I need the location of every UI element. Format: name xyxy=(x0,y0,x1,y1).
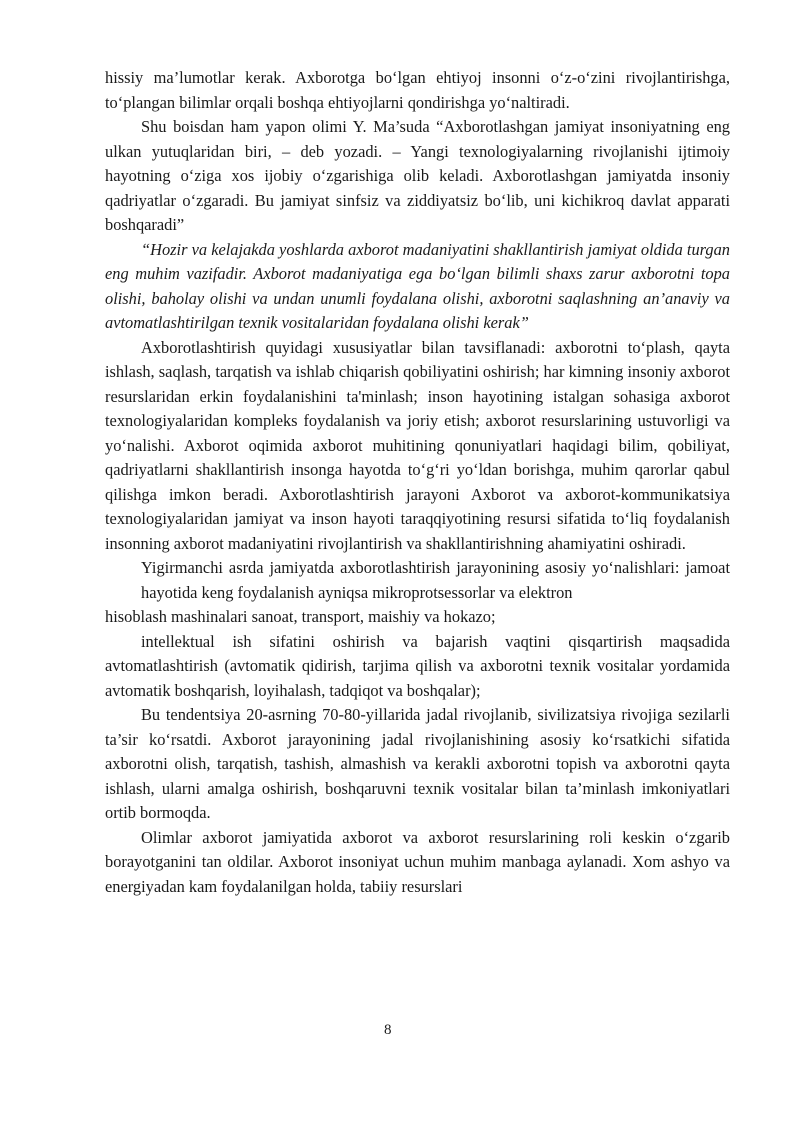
paragraph-continuation: hissiy ma’lumotlar kerak. Axborotga bo‘lgan ehtiyoj insonni o‘z-o‘zini rivojlantirishga, to‘plangan bilimlar orqali boshqa ehtiyojlarni qondirishga yo‘naltiradi. xyxy=(105,68,730,112)
paragraph-twentieth-century: Yigirmanchi asrda jamiyatda axborotlashtirish jarayonining asosiy yo‘nalishlari: jamoat hayotida keng foydalanish ayniqsa mikroprotsessorlar va elektron xyxy=(141,558,730,602)
document-page xyxy=(105,66,730,899)
paragraph-scientists: Olimlar axborot jamiyatida axborot va axborot resurslarining roli keskin o‘zgarib borayotganini tan oldilar. Axborot insoniyat uchun muhim manbaga aylanadi. Xom ashyo va energiyadan kam foydalanilgan holda, tabiiy resurslari xyxy=(105,827,730,896)
page-number: 8 xyxy=(384,1022,392,1038)
paragraph-tendency: Bu tendentsiya 20-asrning 70-80-yillarida jadal rivojlanib, sivilizatsiya rivojiga sezilarli ta’sir ko‘rsatdi. Axborot jarayonining jadal rivojlanishining asosiy ko‘rsatkichi sifatida axborotni olish, tarqatish, tashish, almashish va kerakli axborotni topish va axborotni qayta ishlash, ularni amalga oshirish, boshqaruvni texnik vositalar bilan ta’minlash imkoniyatlari ortib bormoqda. xyxy=(105,705,730,822)
paragraph-italic-quote: “Hozir va kelajakda yoshlarda axborot madaniyatini shakllantirish jamiyat oldida turgan eng muhim vazifadir. Axborot madaniyatiga ega bo‘lgan bilimli shaxs zarur axborotni topa olishi, baholay olishi va undan unumli foydalana olishi, axborotni saqlashning an’anaviy va avtomatlashtirilgan texnik vositalaridan foydalana olishi kerak” xyxy=(105,239,730,332)
paragraph-computing-machines: hisoblash mashinalari sanoat, transport, maishiy va hokazo; xyxy=(105,607,496,626)
paragraph-informatization-features: Axborotlashtirish quyidagi xususiyatlar bilan tavsiflanadi: axborotni to‘plash, qayta ishlash, saqlash, tarqatish va ishlab chiqarish qobiliyatini oshirish; har kimning insoniy axborot resurslaridan erkin foydalanishini ta'minlash; inson hayotining istalgan sohasiga axborot texnologiyalaridan kompleks foydalanish va joriy etish; axborot resurslarining ustuvorligi va yo‘nalishi. Axborot oqimida axborot muhitining qonuniyatlari haqidagi bilim, qobiliyat, qadriyatlarni shakllantirish insonga hayotda to‘g‘ri yo‘ldan borishga, muhim qarorlar qabul qilishga imkon beradi. Axborotlashtirish jarayoni Axborot va axborot-kommunikatsiya texnologiyalaridan jamiyat va inson hayoti taraqqiyotining resursi sifatida to‘liq foydalanish insonning axborot madaniyatini rivojlantirish va shakllantirishning ahamiyatini oshiradi. xyxy=(105,337,730,553)
paragraph-masuda-quote: Shu boisdan ham yapon olimi Y. Ma’suda “Axborotlashgan jamiyat insoniyatning eng ulkan yutuqlaridan biri, – deb yozadi. – Yangi texnologiyalarning rivojlanishi ijtimoiy hayotning o‘ziga xos ijobiy o‘zgarishiga olib keladi. Axborotlashgan jamiyatda insoniy qadriyatlar o‘zgaradi. Bu jamiyat sinfsiz va ziddiyatsiz bo‘lib, uni kichikroq davlat apparati boshqaradi” xyxy=(105,117,730,234)
paragraph-intellectual-work: intellektual ish sifatini oshirish va bajarish vaqtini qisqartirish maqsadida avtomatlashtirish (avtomatik qidirish, tarjima qilish va axborotni texnik vositalar yordamida avtomatik boshqarish, loyihalash, tadqiqot va boshqalar); xyxy=(105,631,730,700)
